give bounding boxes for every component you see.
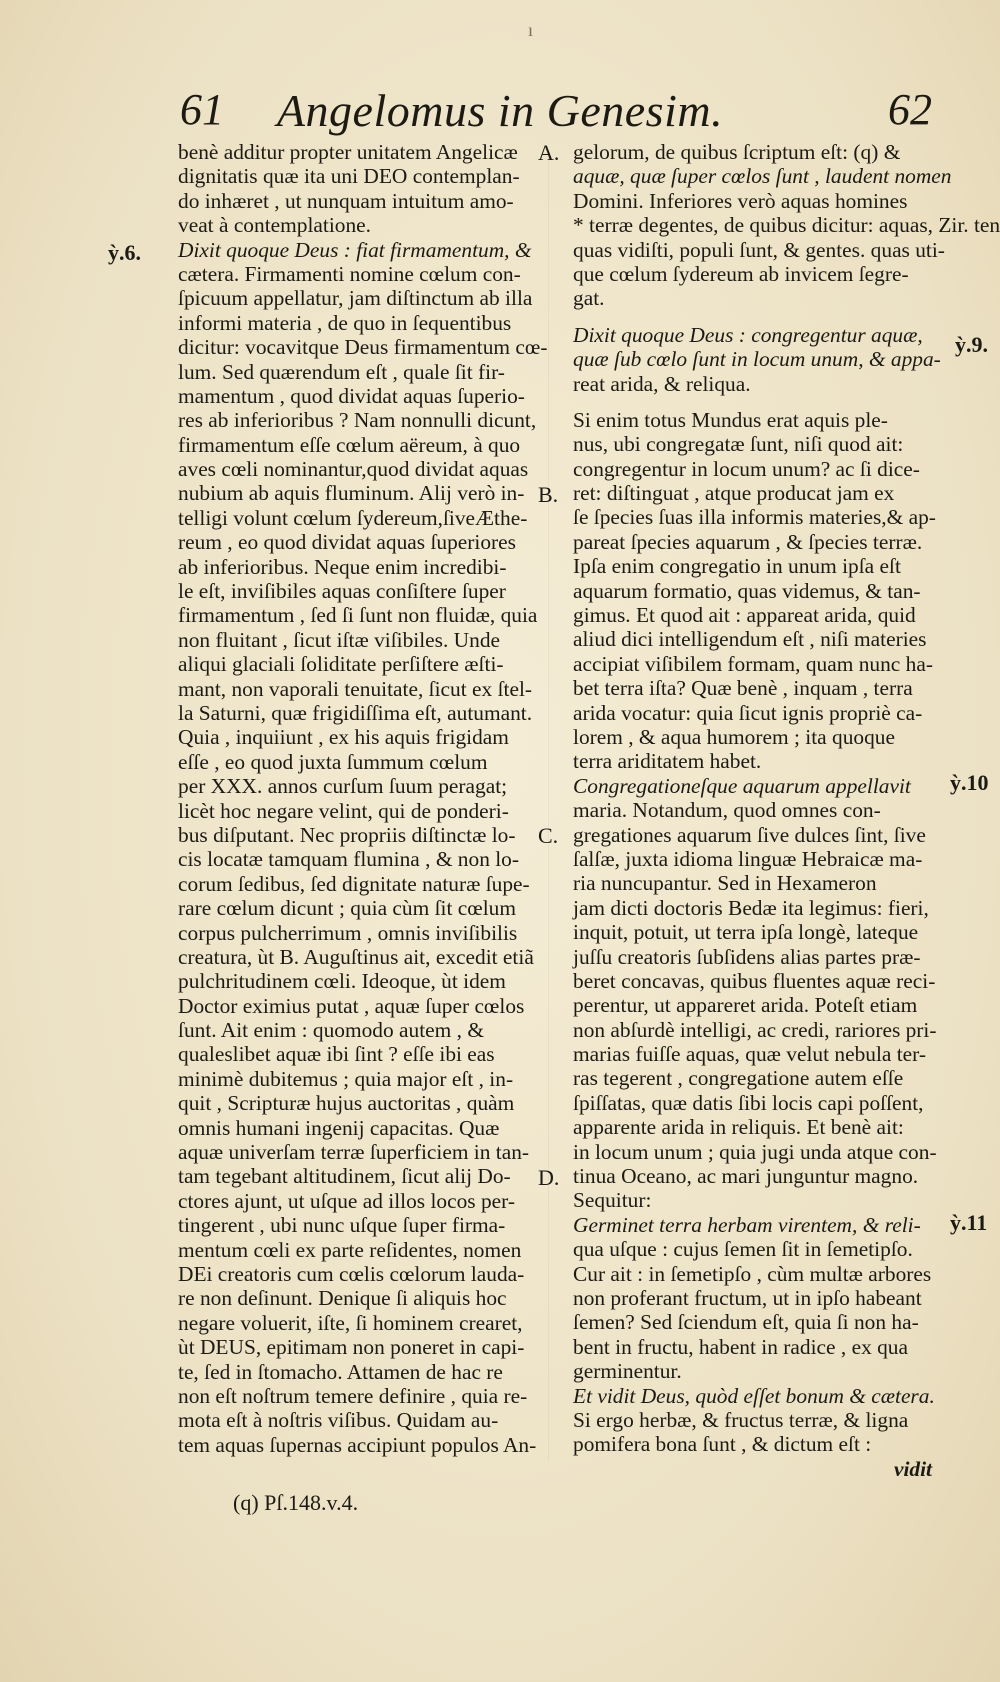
text-line: in locum unum ; quia jugi unda atque con- bbox=[573, 1139, 937, 1164]
left-column bbox=[178, 140, 550, 1457]
text-line: mamentum , quod dividat aquas ſuperio- bbox=[178, 383, 525, 408]
text-line: quit , Scripturæ hujus auctoritas , quàm bbox=[178, 1091, 515, 1116]
text-line: licèt hoc negare velint, qui de ponderi- bbox=[178, 798, 509, 823]
text-line: maria. Notandum, quod omnes con- bbox=[573, 798, 881, 823]
text-line: eſſe , eo quod juxta ſummum cœlum bbox=[178, 749, 488, 774]
text-line: ras tegerent , congregatione autem eſſe bbox=[573, 1066, 904, 1091]
text-line: ſunt. Ait enim : quomodo autem , & bbox=[178, 1018, 484, 1043]
text-line: apparente arida in reliquis. Et benè ait: bbox=[573, 1115, 904, 1140]
text-line: mant, non vaporali tenuitate, ſicut ex ſtel- bbox=[178, 676, 533, 701]
text-line: Doctor eximius putat , aquæ ſuper cœlos bbox=[178, 993, 525, 1018]
text-line: qualeslibet aquæ ibi ſint ? eſſe ibi eas bbox=[178, 1042, 495, 1067]
section-marker-c: C. bbox=[538, 823, 559, 848]
section-marker-b: B. bbox=[538, 482, 559, 507]
catchword: vidit bbox=[893, 1456, 932, 1481]
text-line: pomifera bona ſunt , & dictum eſt : bbox=[573, 1432, 872, 1457]
text-line: germinentur. bbox=[573, 1359, 682, 1384]
text-line-italic: Et vidit Deus, quòd eſſet bonum & cætera. bbox=[573, 1383, 935, 1408]
text-line: cis locatæ tamquam flumina , & non lo- bbox=[178, 847, 519, 872]
text-line: te, ſed in ſtomacho. Attamen de hac re bbox=[178, 1359, 503, 1384]
text-line: veat à contemplatione. bbox=[178, 213, 372, 238]
text-line: firmamentum eſſe cœlum aëreum, à quo bbox=[178, 432, 521, 457]
page-number-left: 61 bbox=[180, 85, 224, 134]
text-line: ab inferioribus. Neque enim incredibi- bbox=[178, 554, 507, 579]
text-line-italic: Dixit quoque Deus : congregentur aquæ, bbox=[573, 322, 923, 347]
text-line: * terræ degentes, de quibus dicitur: aquas, Zir. ten bbox=[573, 213, 1000, 238]
text-line: aliqui glaciali ſoliditate perſiſtere æſti- bbox=[178, 652, 504, 677]
text-line: telligi volunt cœlum ſydereum,ſiveÆthe- bbox=[178, 505, 528, 530]
text-line: aquæ univerſam terræ ſuperficiem in tan- bbox=[178, 1140, 530, 1165]
text-line: ria nuncupantur. Sed in Hexameron bbox=[573, 871, 877, 896]
text-line: tingerent , ubi nunc uſque ſuper firma- bbox=[178, 1213, 506, 1238]
text-line: congregentur in locum unum? ac ſi dice- bbox=[573, 456, 920, 481]
text-line: ſpiſſatas, quæ datis ſibi locis capi poſſent, bbox=[573, 1090, 924, 1115]
text-line: qua uſque : cujus ſemen ſit in ſemetipſo. bbox=[573, 1237, 913, 1262]
text-line: tam tegebant altitudinem, ſicut alij Do- bbox=[178, 1164, 511, 1189]
text-line: terra ariditatem habet. bbox=[573, 749, 762, 774]
text-line: ctores ajunt, ut uſque ad illos locos per- bbox=[178, 1188, 515, 1213]
text-line: non abſurdè intelligi, ac credi, rariores pri- bbox=[573, 1017, 937, 1042]
text-line: corpus pulcherrimum , omnis inviſibilis bbox=[178, 920, 518, 945]
text-line: mentum cœli ex parte reſidentes, nomen bbox=[178, 1237, 522, 1262]
text-line: gat. bbox=[573, 286, 605, 311]
text-line: minimè dubitemus ; quia major eſt , in- bbox=[178, 1066, 514, 1091]
text-line: Sequitur: bbox=[573, 1188, 652, 1213]
text-line: la Saturni, quæ frigidiſſima eſt, autumant. bbox=[178, 700, 533, 725]
verse-note-9: ỳ.9. bbox=[955, 332, 988, 357]
text-line: dicitur: vocavitque Deus firmamentum cœ- bbox=[178, 335, 548, 360]
text-line: omnis humani ingenij capacitas. Quæ bbox=[178, 1115, 500, 1140]
text-line-italic: Germinet terra herbam virentem, & reli- bbox=[573, 1212, 921, 1237]
text-line: aquarum formatio, quas videmus, & tan- bbox=[573, 578, 921, 603]
text-line: juſſu creatoris ſubſidens alias partes præ- bbox=[573, 944, 921, 969]
verse-note-11: ỳ.11 bbox=[950, 1210, 988, 1235]
text-line: reum , eo quod dividat aquas ſuperiores bbox=[178, 530, 516, 555]
verse-note-10: ỳ.10 bbox=[950, 770, 989, 795]
text-line: perentur, ut appareret arida. Poteſt etiam bbox=[573, 993, 918, 1018]
text-line: jam dicti doctoris Bedæ ita legimus: fieri, bbox=[573, 895, 929, 920]
text-line: beret concavas, quibus fluentes aquæ reci- bbox=[573, 968, 936, 993]
text-line: ſalſæ, juxta idioma linguæ Hebraicæ ma- bbox=[573, 846, 923, 871]
text-line: arida vocatur: quia ſicut ignis propriè ca- bbox=[573, 700, 923, 725]
margin-mark: ı bbox=[528, 20, 534, 40]
text-line: firmamentum , ſed ſi ſunt non fluidæ, quia bbox=[178, 603, 538, 628]
page-title: Angelomus in Genesim. bbox=[276, 85, 724, 136]
running-head bbox=[0, 84, 1000, 144]
text-line-italic: aquæ, quæ ſuper cœlos ſunt , laudent nomen bbox=[573, 164, 952, 189]
text-line: re non deſinunt. Denique ſi aliquis hoc bbox=[178, 1286, 507, 1311]
text-line-italic: quæ ſub cœlo ſunt in locum unum, & appa- bbox=[573, 347, 941, 372]
text-line: pareat ſpecies aquarum , & ſpecies terræ. bbox=[573, 529, 923, 554]
text-line: non eſt noſtrum temere definire , quia re- bbox=[178, 1383, 528, 1408]
text-line-italic: Dixit quoque Deus : fiat firmamentum, & bbox=[178, 237, 532, 262]
text-line: Domini. Inferiores verò aquas homines bbox=[573, 188, 908, 213]
text-line: Si ergo herbæ, & fructus terræ, & ligna bbox=[573, 1407, 909, 1432]
text-line: aliud dici intelligendum eſt , niſi materies bbox=[573, 627, 927, 652]
text-line: nubium ab aquis fluminum. Alij verò in- bbox=[178, 481, 525, 506]
text-line: rare cœlum dicunt ; quia cùm ſit cœlum bbox=[178, 896, 516, 921]
page-number-right: 62 bbox=[888, 85, 932, 134]
text-line: ſemen? Sed ſciendum eſt, quia ſi non ha- bbox=[573, 1310, 919, 1335]
text-line-italic: Congregationeſque aquarum appellavit bbox=[573, 773, 911, 798]
text-line: benè additur propter unitatem Angelicæ bbox=[178, 140, 518, 164]
text-line: bet terra iſta? Quæ benè , inquam , terra bbox=[573, 676, 913, 701]
verse-note-6: ỳ.6. bbox=[108, 240, 141, 265]
text-line: Quia , inquiiunt , ex his aquis frigidam bbox=[178, 725, 509, 750]
text-line: bent in fructu, habent in radice , ex qua bbox=[573, 1334, 908, 1359]
text-line: gelorum, de quibus ſcriptum eſt: (q) & bbox=[573, 140, 901, 164]
text-line: ſpicuum appellatur, jam diſtinctum ab illa bbox=[178, 286, 533, 311]
text-line: accipiat viſibilem formam, quam nunc ha- bbox=[573, 651, 933, 676]
paragraph-gap bbox=[573, 396, 940, 408]
text-line: inquit, potuit, ut terra ipſa longè, lateque bbox=[573, 920, 919, 945]
text-line: marias fuiſſe aquas, quæ velut nebula ter- bbox=[573, 1042, 926, 1067]
text-line: ùt DEUS, epitimam non poneret in capi- bbox=[178, 1335, 525, 1360]
text-line: corum ſedibus, ſed dignitate naturæ ſupe- bbox=[178, 871, 530, 896]
text-line: dignitatis quæ ita uni DEO contemplan- bbox=[178, 164, 520, 189]
text-line: lorem , & aqua humorem ; ita quoque bbox=[573, 724, 895, 749]
text-line: bus diſputant. Nec propriis diſtinctæ lo- bbox=[178, 822, 516, 847]
text-line: tinua Oceano, ac mari junguntur magno. bbox=[573, 1164, 919, 1189]
text-line: per XXX. annos curſum ſuum peragat; bbox=[178, 774, 508, 799]
text-line: cætera. Firmamenti nomine cœlum con- bbox=[178, 261, 521, 286]
section-marker-d: D. bbox=[538, 1165, 560, 1190]
text-line: mota eſt à noſtris viſibus. Quidam au- bbox=[178, 1408, 499, 1433]
text-line: tem aquas ſupernas accipiunt populos An- bbox=[178, 1432, 537, 1457]
text-line: nus, ubi congregatæ ſunt, niſi quod ait: bbox=[573, 432, 904, 457]
paragraph-gap bbox=[573, 311, 940, 323]
text-line: non proferant fructum, ut in ipſo habeant bbox=[573, 1285, 922, 1310]
text-line: res ab inferioribus ? Nam nonnulli dicunt, bbox=[178, 408, 537, 433]
text-line: Ipſa enim congregatio in unum ipſa eſt bbox=[573, 554, 901, 579]
text-line: quas vidiſti, populi ſunt, & gentes. quas uti- bbox=[573, 237, 945, 262]
text-line: lum. Sed quærendum eſt , quale ſit fir- bbox=[178, 359, 505, 384]
text-line: Cur ait : in ſemetipſo , cùm multæ arbores bbox=[573, 1261, 932, 1286]
text-line: pulchritudinem cœli. Ideoque, ùt idem bbox=[178, 969, 506, 994]
text-line: creatura, ùt B. Auguſtinus ait, excedit etiã bbox=[178, 944, 534, 969]
footnote: (q) Pſ.148.v.4. bbox=[233, 1490, 359, 1515]
text-line: gregationes aquarum ſive dulces ſint, ſive bbox=[573, 822, 926, 847]
text-line: reat arida, & reliqua. bbox=[573, 371, 751, 396]
text-line: DEi creatoris cum cœlis cœlorum lauda- bbox=[178, 1261, 525, 1286]
text-line: le eſt, inviſibiles aquas conſiſtere ſuper bbox=[178, 579, 506, 604]
text-line: ret: diſtinguat , atque producat jam ex bbox=[573, 481, 895, 506]
section-marker-a: A. bbox=[538, 140, 560, 165]
text-line: gimus. Et quod ait : appareat arida, quid bbox=[573, 603, 916, 628]
text-line: Si enim totus Mundus erat aquis ple- bbox=[573, 407, 888, 432]
text-line: negare voluerit, iſte, ſi hominem crearet, bbox=[178, 1310, 523, 1335]
text-line: informi materia , de quo in ſequentibus bbox=[178, 310, 512, 335]
text-line: aves cœli nominantur,quod dividat aquas bbox=[178, 457, 529, 482]
text-line: ſe ſpecies ſuas illa informis materies,& ap- bbox=[573, 505, 936, 530]
text-line: que cœlum ſydereum ab invicem ſegre- bbox=[573, 261, 909, 286]
text-line: do inhæret , ut nunquam intuitum amo- bbox=[178, 188, 514, 213]
text-line: non fluitant , ſicut iſtæ viſibiles. Unde bbox=[178, 627, 501, 652]
